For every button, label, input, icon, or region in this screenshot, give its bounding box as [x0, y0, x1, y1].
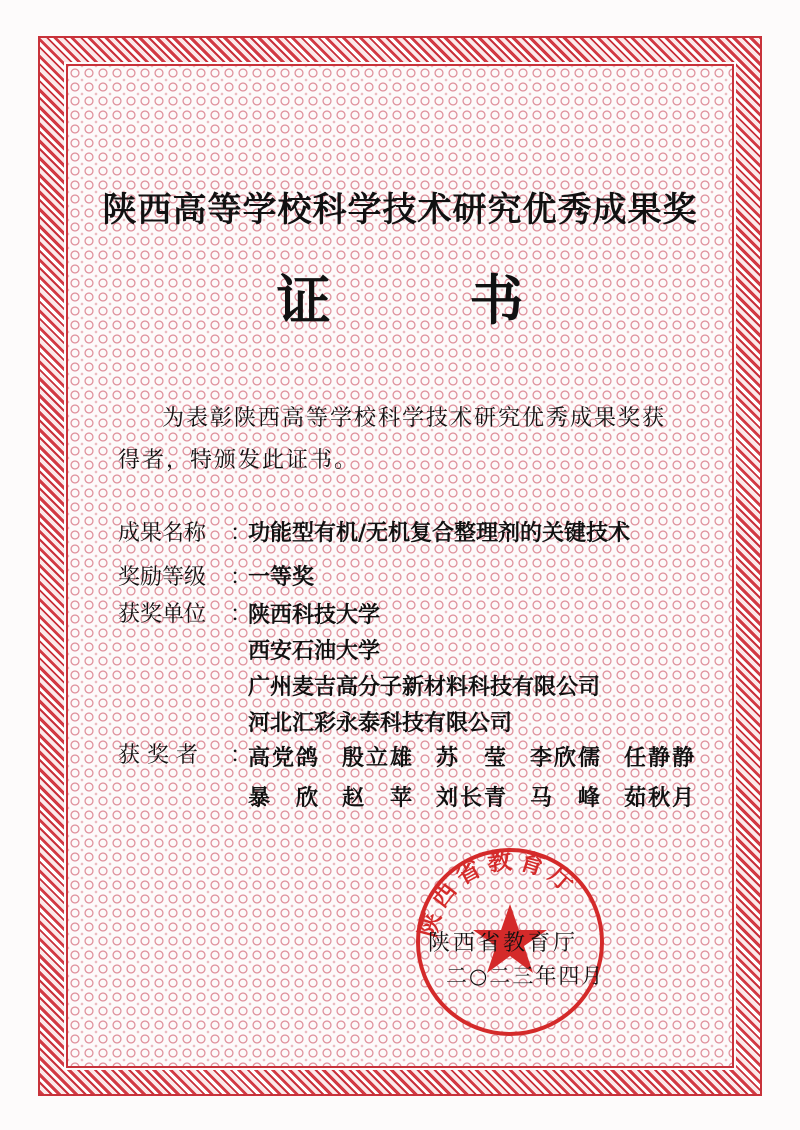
winners-list	[248, 738, 718, 818]
winner-name: 暴 欣	[248, 785, 321, 811]
colon: ：	[230, 602, 253, 627]
achievement-value: 功能型有机/无机复合整理剂的关键技术	[248, 520, 631, 546]
winner-name: 苏 莹	[436, 745, 509, 771]
unit-item: 广州麦吉高分子新材料科技有限公司	[248, 674, 601, 700]
colon: ：	[230, 565, 253, 590]
winners-label: 获 奖 者	[118, 743, 198, 768]
winner-name: 茹秋月	[624, 785, 697, 811]
unit-item: 河北汇彩永泰科技有限公司	[248, 710, 513, 736]
certificate-subtitle: 证 书	[276, 268, 584, 332]
winner-name: 任静静	[624, 745, 697, 771]
winner-name: 赵 苹	[342, 785, 415, 811]
winners-line-1	[248, 738, 718, 778]
achievement-row	[118, 516, 630, 547]
winner-name: 殷立雄	[342, 745, 415, 771]
intro-text: 为表彰陕西高等学校科学技术研究优秀成果奖获得者，特颁发此证书。	[118, 406, 667, 473]
level-row	[118, 560, 314, 591]
winner-name: 马 峰	[530, 785, 603, 811]
level-value: 一等奖	[248, 564, 315, 590]
level-label: 奖励等级	[118, 565, 207, 590]
winner-name: 高党鸽	[248, 745, 321, 771]
issue-date: 二○二三年四月	[446, 964, 605, 988]
units-list	[248, 597, 600, 741]
seal-text-path: 陕西省教育厅	[412, 844, 586, 941]
winners-line-2	[248, 778, 718, 818]
colon: ：	[230, 521, 253, 546]
winners-row	[118, 738, 718, 818]
unit-item: 西安石油大学	[248, 638, 381, 664]
achievement-label: 成果名称	[118, 521, 207, 546]
winner-name: 刘长青	[436, 785, 509, 811]
unit-item: 陕西科技大学	[248, 602, 381, 628]
colon: ：	[230, 743, 253, 768]
units-label: 获奖单位	[118, 602, 207, 627]
certificate-title: 陕西高等学校科学技术研究优秀成果奖	[102, 190, 698, 230]
issuer: 陕西省教育厅	[428, 931, 579, 956]
units-row	[118, 597, 600, 741]
winner-name: 李欣儒	[530, 745, 603, 771]
